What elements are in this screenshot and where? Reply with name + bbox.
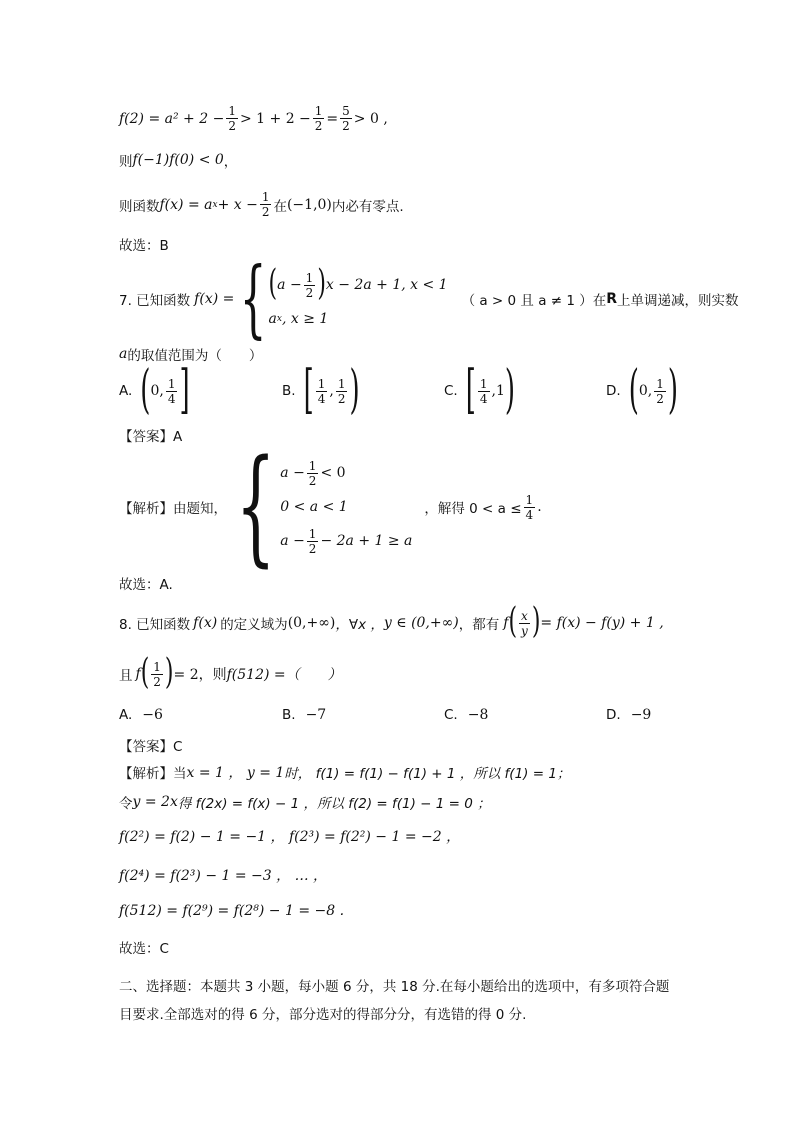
product-suffix: ，	[223, 154, 238, 170]
question-8-stem: 8. 已知函数 f(x) 的定义域为 (0,+∞) ，∀x ， y ∈ (0,+∞) ，都有 f ( $\frac{x}{y}$ ) = f(x) − f(y) + 1 ,	[119, 602, 664, 643]
product-expr: f(−1)f(0) < 0	[132, 152, 224, 168]
f2-tail: > 0 ,	[353, 110, 388, 127]
question-7-stem	[119, 250, 739, 348]
q8-option-c[interactable]: C. −8	[444, 707, 489, 723]
fraction-half-2: $\frac{1}{2}$	[314, 104, 323, 133]
q7-brace: {	[240, 250, 267, 348]
q7-piecewise: ( a − $\frac{1}{2}$ ) x − 2a + 1, x < 1 a x , x ≥ 1	[268, 264, 448, 327]
f2-eq: =	[326, 110, 339, 127]
q7-option-b[interactable]: B. [ $\frac{1}{4}$ , $\frac{1}{2}$ )	[282, 361, 360, 421]
zero-interval: (−1,0)	[286, 196, 332, 213]
zero-in: 在	[273, 198, 287, 215]
q8-choose: 故选：C	[119, 941, 169, 957]
zero-expr: f(x) = a	[159, 196, 213, 213]
zero-prefix: 则函数	[119, 198, 160, 215]
q8-analysis-3: f(2²) = f(2) − 1 = −1 ， f(2³) = f(2²) − 1 = −2 ，	[119, 829, 461, 845]
q7-option-c[interactable]: C. [ $\frac{1}{4}$ ,1 )	[444, 361, 516, 421]
q7-tail: 上单调递减，则实数	[617, 293, 739, 309]
q7-line2: a 的取值范围为（ ）	[119, 346, 263, 364]
product-line	[119, 150, 237, 170]
q7-real-set: R	[606, 291, 618, 307]
q7-number: 7. 已知函数	[119, 293, 191, 309]
q8-option-d[interactable]: D. −9	[606, 707, 652, 723]
fraction-half-3: $\frac{1}{2}$	[261, 190, 270, 219]
zero-mid: + x −	[217, 196, 258, 213]
zero-point-line: 则函数 f(x) = a x + x − $\frac{1}{2}$ 在 (−1,0) 内必有零点.	[119, 190, 404, 219]
q7-analysis-brace: {	[235, 432, 276, 580]
q8-answer: 【答案】C	[119, 739, 183, 755]
f2-evaluation-line	[119, 104, 388, 133]
q7-answer: 【答案】A	[119, 429, 183, 445]
q8-line2: 且 f ( $\frac{1}{2}$ ) = 2，则 f(512) =（ ）	[119, 653, 342, 694]
fraction-half-1: $\frac{1}{2}$	[228, 104, 236, 133]
q7-option-a[interactable]: A. ( 0, $\frac{1}{4}$ ]	[119, 361, 190, 421]
section-2-header-line2: 目要求.全部选对的得 6 分，部分选对的得部分分，有选错的得 0 分.	[119, 1007, 527, 1023]
q7-analysis: 【解析】由题知， { a − $\frac{1}{2}$ < 0 0 < a < 1 a − $\frac{1}{2}$ − 2a + 1 ≥ a ，解得 0 < a ≤ $\frac{1}{4}$ .	[119, 432, 542, 580]
q8-analysis-5: f(512) = f(2⁹) = f(2⁸) − 1 = −8 .	[119, 903, 345, 919]
q7-choose: 故选：A.	[119, 577, 173, 593]
q8-analysis-1: 【解析】当 x = 1 ， y = 1 时， f(1) = f(1) − f(1) + 1 ，所以 f(1) = 1；	[119, 765, 571, 782]
q7-fx: f(x) =	[194, 291, 235, 307]
product-prefix: 则	[119, 154, 133, 170]
f2-mid: > 1 + 2 −	[239, 110, 311, 127]
q7-condition: （ a > 0 且 a ≠ 1 ）在	[461, 293, 607, 309]
q8-option-b[interactable]: B. −7	[282, 707, 327, 723]
q8-analysis-4: f(2⁴) = f(2³) − 1 = −3 ， … ，	[119, 868, 328, 884]
section-2-header-line1: 二、选择题：本题共 3 小题，每小题 6 分，共 18 分.在每小题给出的选项中，有多项符合题	[119, 979, 670, 995]
fraction-five-halves: $\frac{5}{2}$	[342, 104, 350, 133]
q8-analysis-2: 令 y = 2x 得 f(2x) = f(x) − 1 ，所以 f(2) = f(1) − 1 = 0 ；	[119, 794, 491, 812]
answer-6: 故选：B	[119, 238, 169, 254]
f2-lhs: f(2) = a² + 2 −	[119, 110, 225, 127]
q7-inequality-system: a − $\frac{1}{2}$ < 0 0 < a < 1 a − $\frac{1}{2}$ − 2a + 1 ≥ a	[280, 458, 413, 556]
zero-suffix: 内必有零点.	[331, 198, 404, 215]
q8-option-a[interactable]: A. −6	[119, 707, 163, 723]
q7-option-d[interactable]: D. ( 0, $\frac{1}{2}$ )	[606, 361, 678, 421]
